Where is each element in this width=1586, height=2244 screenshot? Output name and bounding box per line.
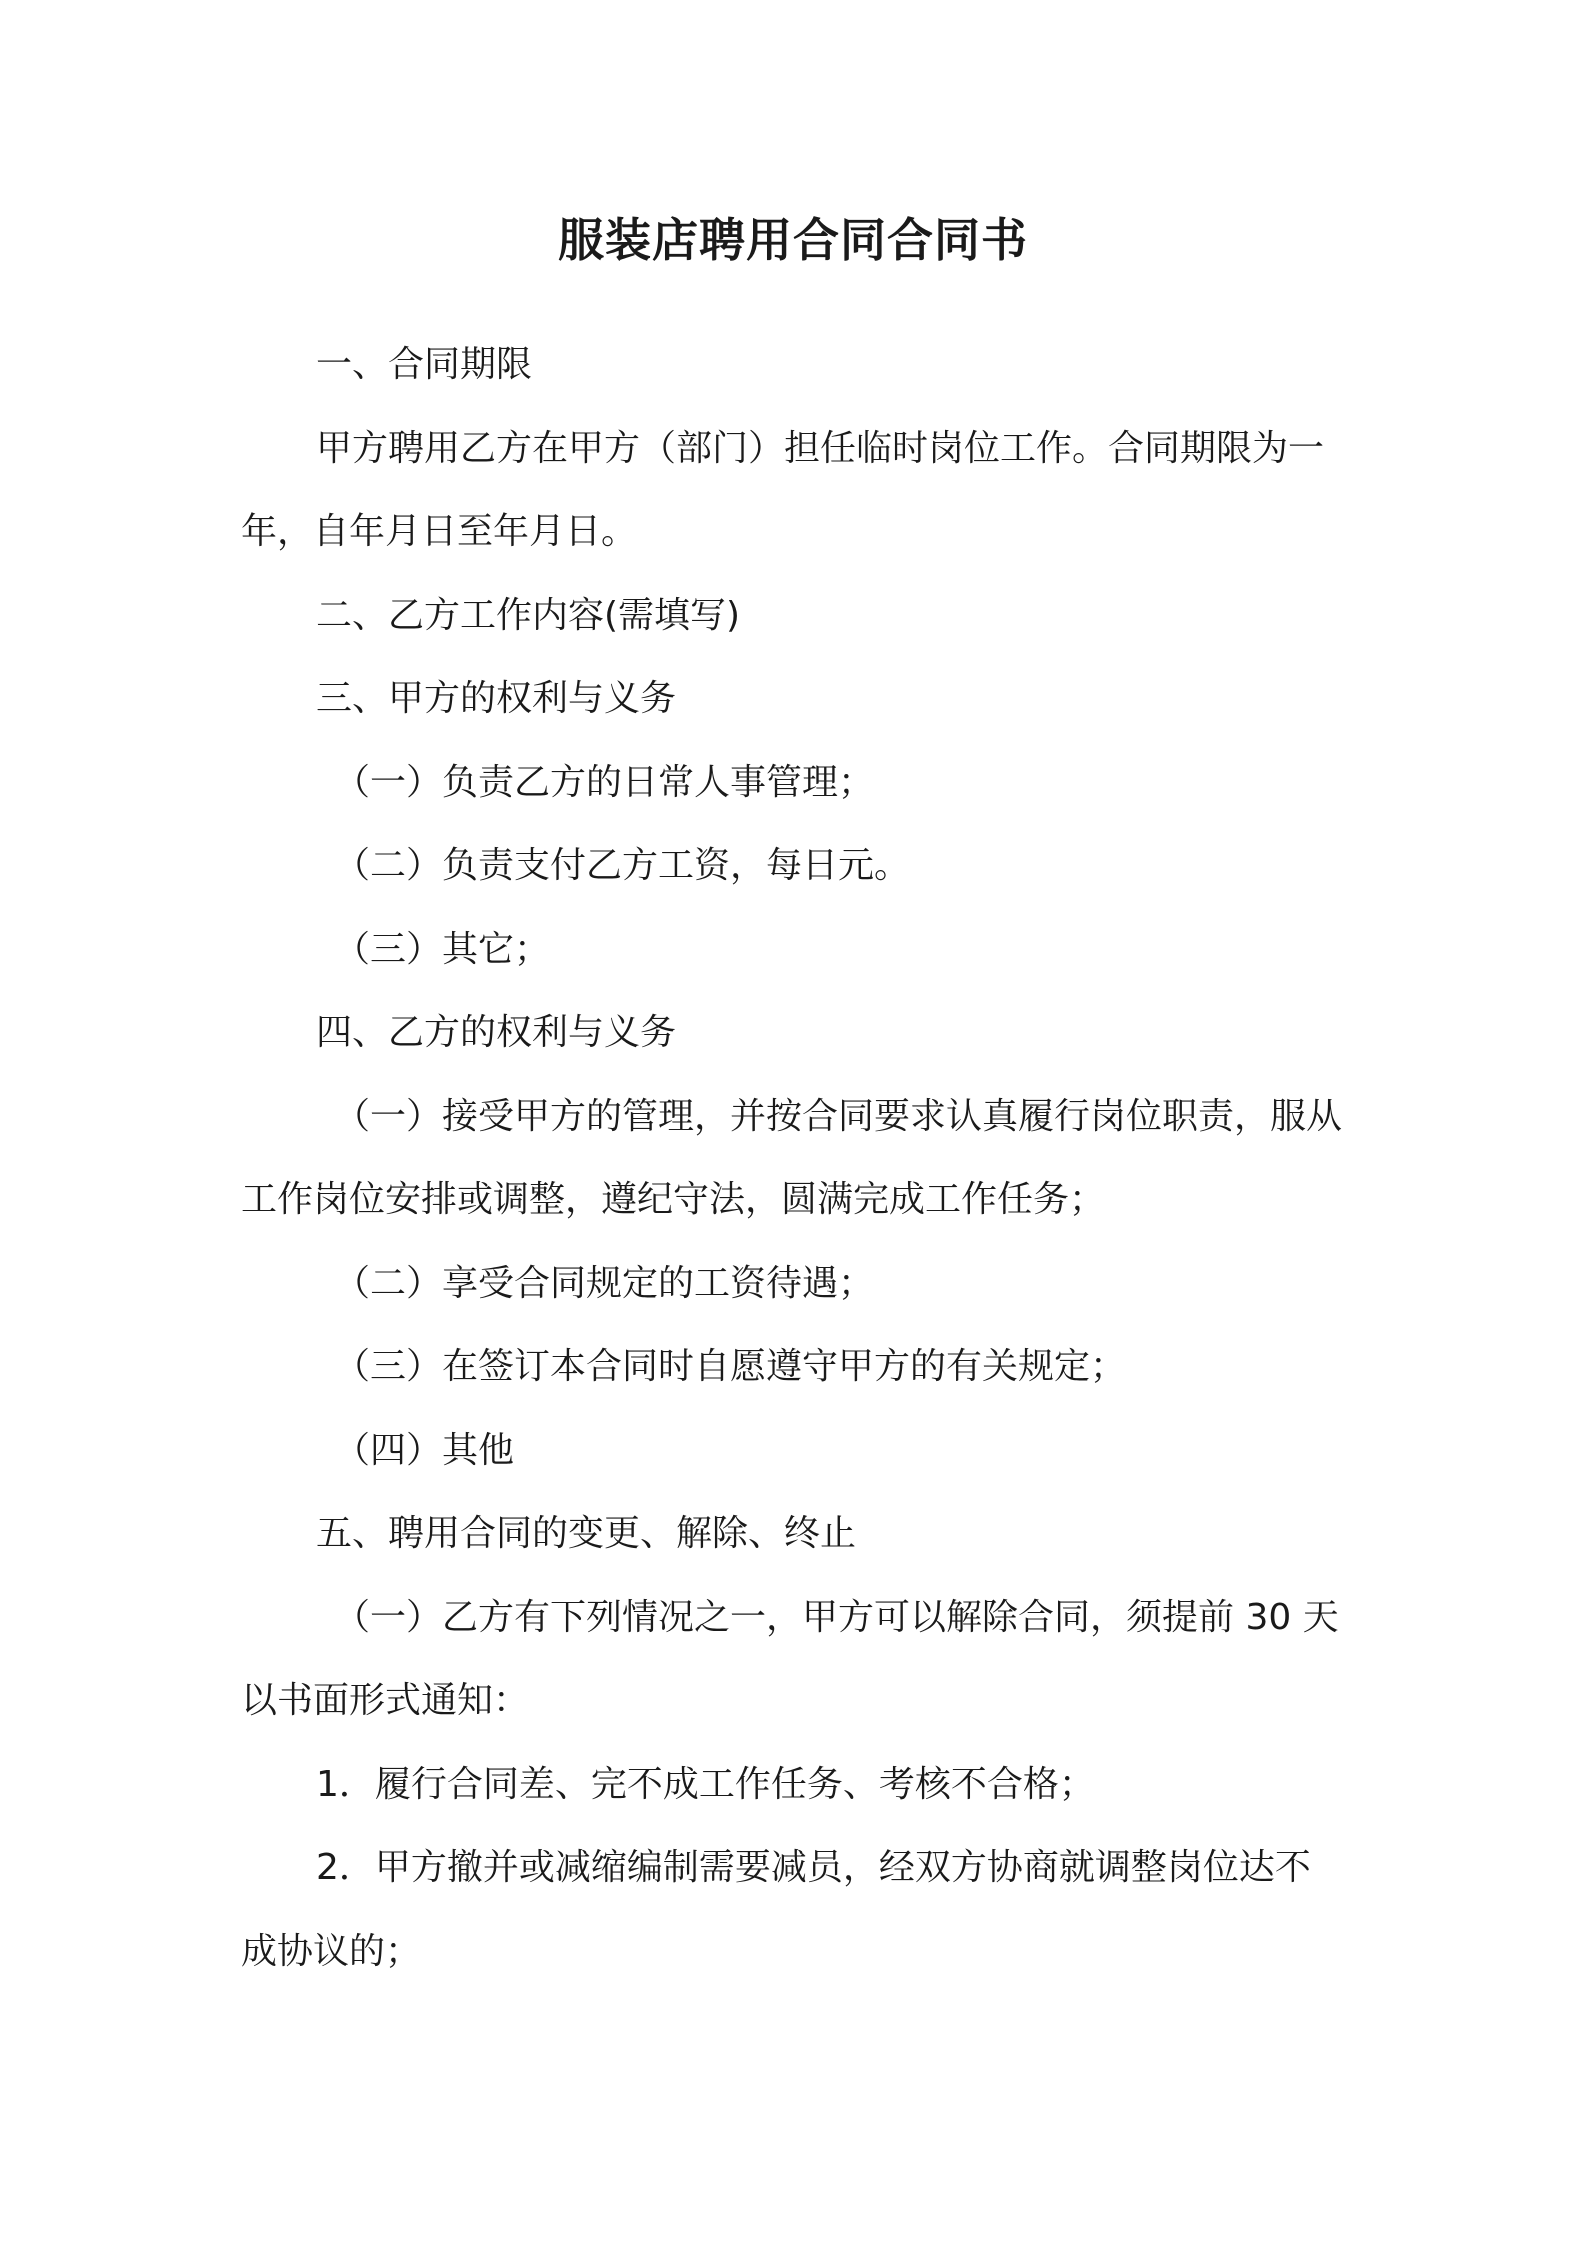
section-heading-term: 一、合同期限 <box>316 344 533 385</box>
party-b-item-2: （二）享受合同规定的工资待遇； <box>334 1262 875 1304</box>
section-heading-work-content: 二、乙方工作内容(需填写) <box>316 594 741 636</box>
party-b-item-1-line2: 工作岗位安排或调整，遵纪守法，圆满完成工作任务； <box>241 1179 1106 1220</box>
party-b-item-4: （四）其他 <box>334 1429 515 1471</box>
document-title: 服装店聘用合同合同书 <box>558 213 1028 267</box>
paragraph-term-line1: 甲方聘用乙方在甲方（部门）担任临时岗位工作。合同期限为一 <box>316 427 1325 469</box>
termination-case-1: 1．履行合同差、完不成工作任务、考核不合格； <box>316 1763 1095 1805</box>
party-a-item-3: （三）其它； <box>334 928 551 970</box>
termination-item-1-line2: 以书面形式通知： <box>241 1680 530 1721</box>
section-heading-party-b: 四、乙方的权利与义务 <box>316 1012 677 1053</box>
termination-case-2-line1: 2．甲方撤并或减缩编制需要减员，经双方协商就调整岗位达不 <box>316 1847 1311 1888</box>
party-b-item-1-line1: （一）接受甲方的管理，并按合同要求认真履行岗位职责，服从 <box>334 1095 1343 1137</box>
party-a-item-1: （一）负责乙方的日常人事管理； <box>334 761 875 803</box>
termination-case-2-line2: 成协议的； <box>241 1930 422 1972</box>
party-b-item-3: （三）在签订本合同时自愿遵守甲方的有关规定； <box>334 1346 1127 1387</box>
section-heading-party-a: 三、甲方的权利与义务 <box>316 678 677 719</box>
document-body <box>241 323 1351 1993</box>
termination-item-1-line1: （一）乙方有下列情况之一，甲方可以解除合同，须提前 30 天 <box>334 1596 1339 1638</box>
paragraph-term-line2: 年，自年月日至年月日。 <box>241 511 638 552</box>
party-a-item-2: （二）负责支付乙方工资，每日元。 <box>334 845 911 886</box>
section-heading-change-termination: 五、聘用合同的变更、解除、终止 <box>316 1513 857 1554</box>
